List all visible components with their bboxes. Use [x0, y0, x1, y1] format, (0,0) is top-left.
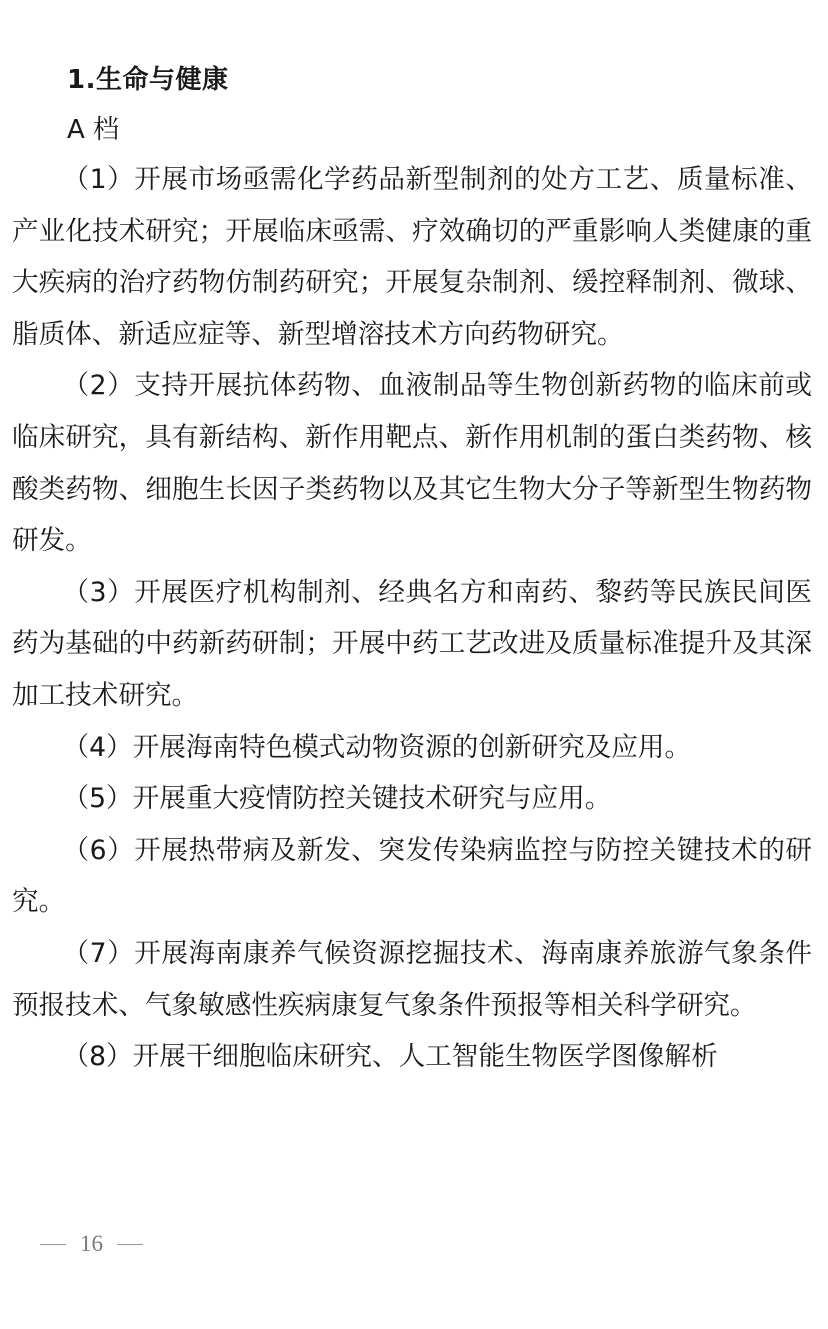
footer-right-dash	[117, 1244, 143, 1245]
paragraph-4: （4）开展海南特色模式动物资源的创新研究及应用。	[62, 731, 692, 763]
paragraph-7: （7）开展海南康养气候资源挖掘技术、海南康养旅游气象条件预报技术、气象敏感性疾病康复气象条件预报等相关科学研究。	[12, 937, 812, 1021]
body-text	[12, 154, 812, 1083]
page-footer	[40, 1228, 143, 1260]
tier-label: A 档	[67, 115, 120, 145]
paragraph-5: （5）开展重大疫情防控关键技术研究与应用。	[62, 783, 612, 815]
paragraph-6: （6）开展热带病及新发、突发传染病监控与防控关键技术的研究。	[12, 834, 812, 918]
paragraph-3: （3）开展医疗机构制剂、经典名方和南药、黎药等民族民间医药为基础的中药新药研制；开展中药工艺改进及质量标准提升及其深加工技术研究。	[12, 576, 812, 711]
paragraph-2: （2）支持开展抗体药物、血液制品等生物创新药物的临床前或临床研究，具有新结构、新作用靶点、新作用机制的蛋白类药物、核酸类药物、细胞生长因子类药物以及其它生物大分子等新型生物药物研发。	[12, 370, 812, 557]
page-number: 16	[80, 1231, 103, 1256]
paragraph-1: （1）开展市场亟需化学药品新型制剂的处方工艺、质量标准、产业化技术研究；开展临床亟需、疗效确切的严重影响人类健康的重大疾病的治疗药物仿制药研究；开展复杂制剂、缓控释制剂、微球、脂质体、新适应症等、新型增溶技术方向药物研究。	[12, 164, 812, 350]
section-heading: 1.生命与健康	[67, 65, 229, 95]
paragraph-8: （8）开展干细胞临床研究、人工智能生物医学图像解析	[62, 1041, 718, 1073]
footer-left-dash	[40, 1244, 66, 1245]
